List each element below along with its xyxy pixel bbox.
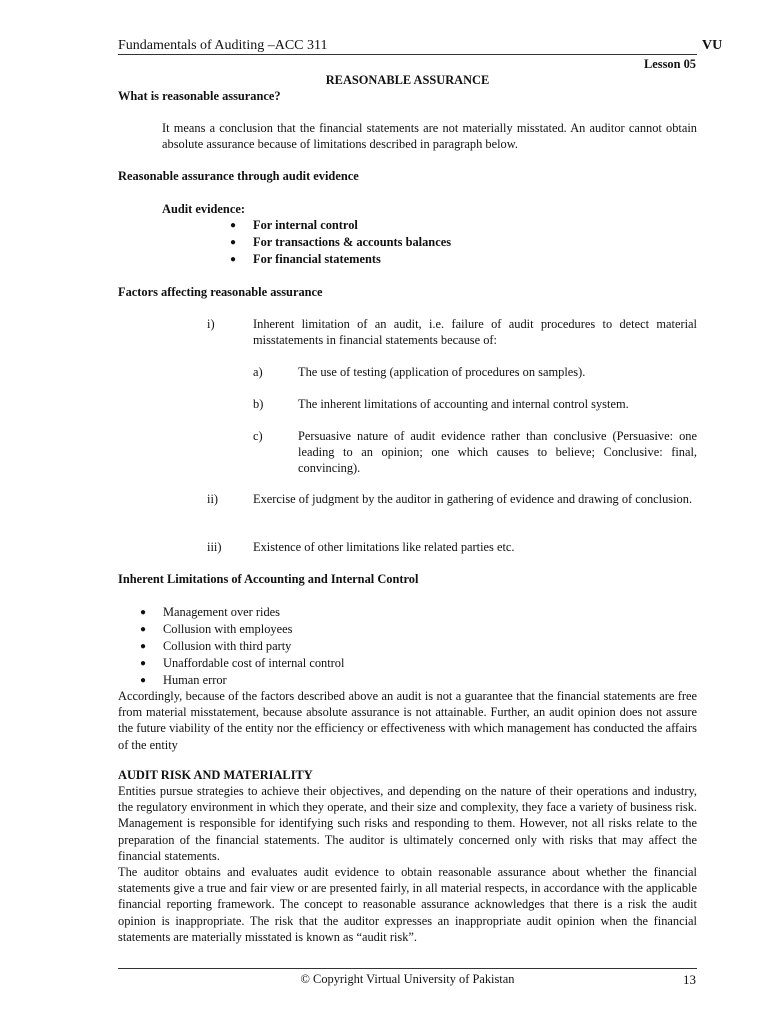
limitation-item: Unaffordable cost of internal control [163, 656, 345, 670]
accordingly-paragraph: Accordingly, because of the factors described above an audit is not a guarantee that the financial statements are free from material misstatement, because absolute assurance is not attainable. Further, an audit opinion does not assure the future viability of the entity nor the efficiency or effectiveness with which management has conducted the affairs of the entity [118, 689, 697, 752]
definition-paragraph: It means a conclusion that the financial statements are not materially misstated. An auditor cannot obtain absolute assurance because of limitations described in paragraph below. [162, 121, 697, 152]
bullet-icon: ● [140, 658, 147, 669]
bullet-icon: ● [230, 237, 237, 248]
page-title: REASONABLE ASSURANCE [325, 73, 490, 87]
bullet-icon: ● [140, 607, 147, 618]
limitation-item: Management over rides [163, 605, 280, 619]
factor-number: iii) [207, 540, 222, 554]
limitation-item: Collusion with employees [163, 622, 293, 636]
risk-paragraph: The auditor obtains and evaluates audit evidence to obtain reasonable assurance about whether the financial statements give a true and fair view or are presented fairly, in all material respects, in accordance with the applicable financial reporting framework. The concept to reasonable assurance acknowledges that there is a risk the audit opinion is inappropriate. The risk that the auditor expresses an inappropriate audit opinion when the financial statements are materially misstated is known as “audit risk”. [118, 865, 697, 944]
subfactor-text: Persuasive nature of audit evidence rather than conclusive (Persuasive: one leading to an opinion; one which causes to believe; Conclusive: final, convincing). [298, 429, 697, 476]
factor-number: i) [207, 317, 215, 331]
bullet-icon: ● [230, 220, 237, 231]
subfactor-letter: c) [253, 429, 263, 443]
evidence-label: Audit evidence: [162, 202, 245, 216]
question-heading: What is reasonable assurance? [118, 89, 281, 103]
subfactor-text: The use of testing (application of procedures on samples). [298, 365, 586, 379]
factor-number: ii) [207, 492, 219, 506]
factor-text: Exercise of judgment by the auditor in gathering of evidence and drawing of conclusion. [253, 492, 693, 506]
evidence-heading: Reasonable assurance through audit evidence [118, 169, 359, 183]
evidence-item: For financial statements [253, 252, 381, 266]
factors-heading: Factors affecting reasonable assurance [118, 285, 323, 299]
bullet-icon: ● [230, 254, 237, 265]
limitations-heading: Inherent Limitations of Accounting and Internal Control [118, 572, 419, 586]
bullet-icon: ● [140, 675, 147, 686]
subfactor-letter: b) [253, 397, 264, 411]
factor-text: Inherent limitation of an audit, i.e. failure of audit procedures to detect material misstatements in financial statements because of: [253, 317, 697, 348]
limitation-item: Human error [163, 673, 227, 687]
evidence-item: For transactions & accounts balances [253, 235, 452, 249]
copyright-text: © Copyright Virtual University of Pakistan [300, 972, 515, 986]
footer-rule [118, 968, 697, 969]
factor-text: Existence of other limitations like related parties etc. [253, 540, 515, 554]
risk-paragraph: Entities pursue strategies to achieve their objectives, and depending on the nature of their operations and industry, the regulatory environment in which they operate, and their size and complexity, they face a variety of business risk. Management is responsible for identifying such risks and responding to them. However, not all risks relate to the preparation of the financial statements. The auditor is ultimately concerned only with risks that may affect the financial statements. [118, 784, 697, 863]
subfactor-text: The inherent limitations of accounting and internal control system. [298, 397, 629, 411]
subfactor-letter: a) [253, 365, 263, 379]
vu-logo: VU [702, 38, 723, 53]
header-rule [118, 54, 697, 55]
bullet-icon: ● [140, 641, 147, 652]
page-number: 13 [683, 972, 696, 987]
limitation-item: Collusion with third party [163, 639, 292, 653]
risk-heading: AUDIT RISK AND MATERIALITY [118, 768, 313, 782]
lesson-label: Lesson 05 [644, 57, 696, 71]
course-title: Fundamentals of Auditing –ACC 311 [118, 38, 328, 53]
evidence-item: For internal control [253, 218, 358, 232]
bullet-icon: ● [140, 624, 147, 635]
